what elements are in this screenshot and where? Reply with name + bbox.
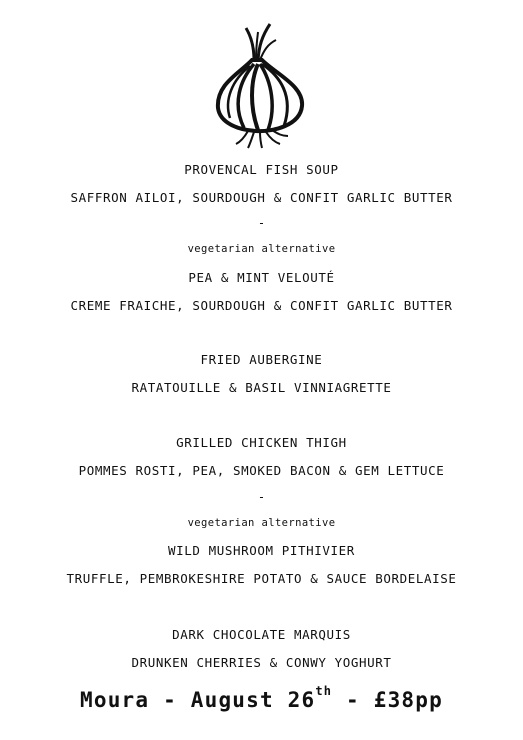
course1-description: SAFFRON AILOI, SOURDOUGH & CONFIT GARLIC BUTTER [70, 190, 453, 205]
course3-veg-description: TRUFFLE, PEMBROKESHIRE POTATO & SAUCE BORDELAISE [66, 571, 457, 586]
course4-description: DRUNKEN CHERRIES & CONWY YOGHURT [131, 655, 392, 670]
garlic-bulb-icon [210, 18, 310, 150]
course1-veg-dish: PEA & MINT VELOUTÉ [188, 270, 335, 285]
course4-dish: DARK CHOCOLATE MARQUIS [172, 627, 351, 642]
course3-separator: - [257, 490, 266, 504]
course1-dish: PROVENCAL FISH SOUP [184, 162, 339, 177]
footer-date: Moura - August 26 [80, 688, 316, 712]
course3-veg-label: vegetarian alternative [187, 517, 336, 529]
course3-dish: GRILLED CHICKEN THIGH [176, 435, 347, 450]
course2-description: RATATOUILLE & BASIL VINNIAGRETTE [131, 380, 392, 395]
course2-dish: FRIED AUBERGINE [200, 352, 323, 367]
course1-veg-label: vegetarian alternative [187, 243, 336, 255]
course3-description: POMMES ROSTI, PEA, SMOKED BACON & GEM LETTUCE [78, 463, 445, 478]
footer-ordinal: th [315, 684, 333, 698]
course1-separator: - [257, 216, 266, 230]
event-footer [0, 684, 523, 712]
course3-veg-dish: WILD MUSHROOM PITHIVIER [168, 543, 355, 558]
course1-veg-description: CREME FRAICHE, SOURDOUGH & CONFIT GARLIC BUTTER [70, 298, 453, 313]
footer-price: - £38pp [332, 688, 443, 712]
